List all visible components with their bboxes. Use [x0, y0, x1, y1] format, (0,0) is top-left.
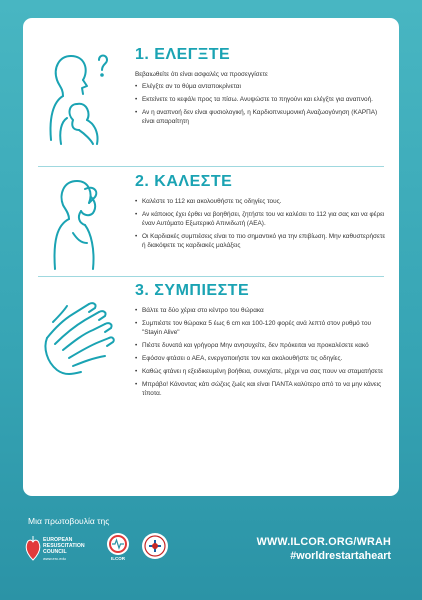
- erc-website: www.erc.edu: [43, 556, 66, 561]
- instruction-list: [135, 197, 387, 250]
- instruction-card: [23, 18, 399, 496]
- list-item: • Εκτείνετε το κεφάλι προς τα πίσω. Ανυψώστε το πηγούνι και ελέγξτε για αναπνοή.: [135, 95, 387, 104]
- list-item: • Μπράβο! Κάνοντας κάτι σώζεις ζωές και είναι ΠΑΝΤΑ καλύτερο από το να μην κάνεις τίποτα.: [135, 380, 387, 398]
- list-item: • Αν κάποιος έχει έρθει να βοηθήσει, ζητήστε του να καλέσει το 112 για σας και να φέρει έναν Αυτόματο Εξωτερικό Απινιδωτή (ΑΕΑ).: [135, 210, 387, 228]
- list-item: • Ελέγξτε αν το θύμα ανταποκρίνεται: [135, 82, 387, 91]
- list-item: • Καθώς φτάνει η εξειδικευμένη βοήθεια, συνεχίστε, μέχρι να σας πουν να σταματήσετε: [135, 367, 387, 376]
- erc-logo: [25, 534, 105, 566]
- hands-compression-icon: [33, 282, 121, 382]
- phone-call-icon: [33, 173, 121, 273]
- society-seal-logo: [141, 532, 169, 560]
- list-item: • Καλέστε το 112 και ακολουθήστε τις οδηγίες τους.: [135, 197, 387, 206]
- hashtag-text: #worldrestartaheart: [290, 550, 391, 562]
- section-heading: 2. ΚΑΛΕΣΤΕ: [135, 173, 233, 190]
- erc-name-line: COUNCIL: [43, 549, 67, 555]
- ilcor-emblem-icon: [103, 532, 133, 556]
- seal-icon: [141, 532, 169, 560]
- section-intro: Βεβαιωθείτε ότι είναι ασφαλές να προσεγγίσετε: [135, 71, 268, 78]
- list-item: • Βάλτε τα δύο χέρια στο κέντρο του θώρακα: [135, 306, 387, 315]
- list-item: • Οι Καρδιακές συμπιέσεις είναι το πιο σημαντικό για την επιβίωση. Μην καθυστερήσετε ή διακόψετε τις καρδιακές μαλάξεις: [135, 232, 387, 250]
- website-link[interactable]: WWW.ILCOR.ORG/WRAH: [256, 536, 391, 548]
- initiative-label: Μια πρωτοβουλία της: [28, 516, 110, 526]
- erc-heart-icon: [25, 534, 41, 562]
- ilcor-name: ILCOR: [111, 556, 125, 561]
- erc-name-line: EUROPEAN: [43, 537, 73, 543]
- section-divider: [38, 276, 384, 277]
- instruction-list: [135, 306, 387, 398]
- section-divider: [38, 166, 384, 167]
- erc-name: [43, 537, 85, 555]
- erc-name-line: RESUSCITATION: [43, 543, 85, 549]
- list-item: • Εφόσον φτάσει ο ΑΕΑ, ενεργοποιήστε τον και ακολουθήστε τις οδηγίες.: [135, 354, 387, 363]
- list-item: • Συμπιέστε τον θώρακα 5 έως 6 cm και 100-120 φορές ανά λεπτό στον ρυθμό του "Stayin Alive": [135, 319, 387, 337]
- ilcor-logo: [103, 532, 133, 564]
- list-item: • Αν η αναπνοή δεν είναι φυσιολογική, η Καρδιοπνευμονική Αναζωογόνηση (ΚΑΡΠΑ) είναι απαραίτητη: [135, 108, 387, 126]
- instruction-list: [135, 82, 387, 126]
- list-item: • Πιέστε δυνατά και γρήγορα Μην ανησυχείτε, δεν πρόκειται να προκαλέσετε κακό: [135, 341, 387, 350]
- section-heading: 1. ΕΛΕΓΞΤΕ: [135, 46, 231, 63]
- section-heading: 3. ΣΥΜΠΙΕΣΤΕ: [135, 282, 250, 299]
- person-check-icon: [33, 46, 121, 146]
